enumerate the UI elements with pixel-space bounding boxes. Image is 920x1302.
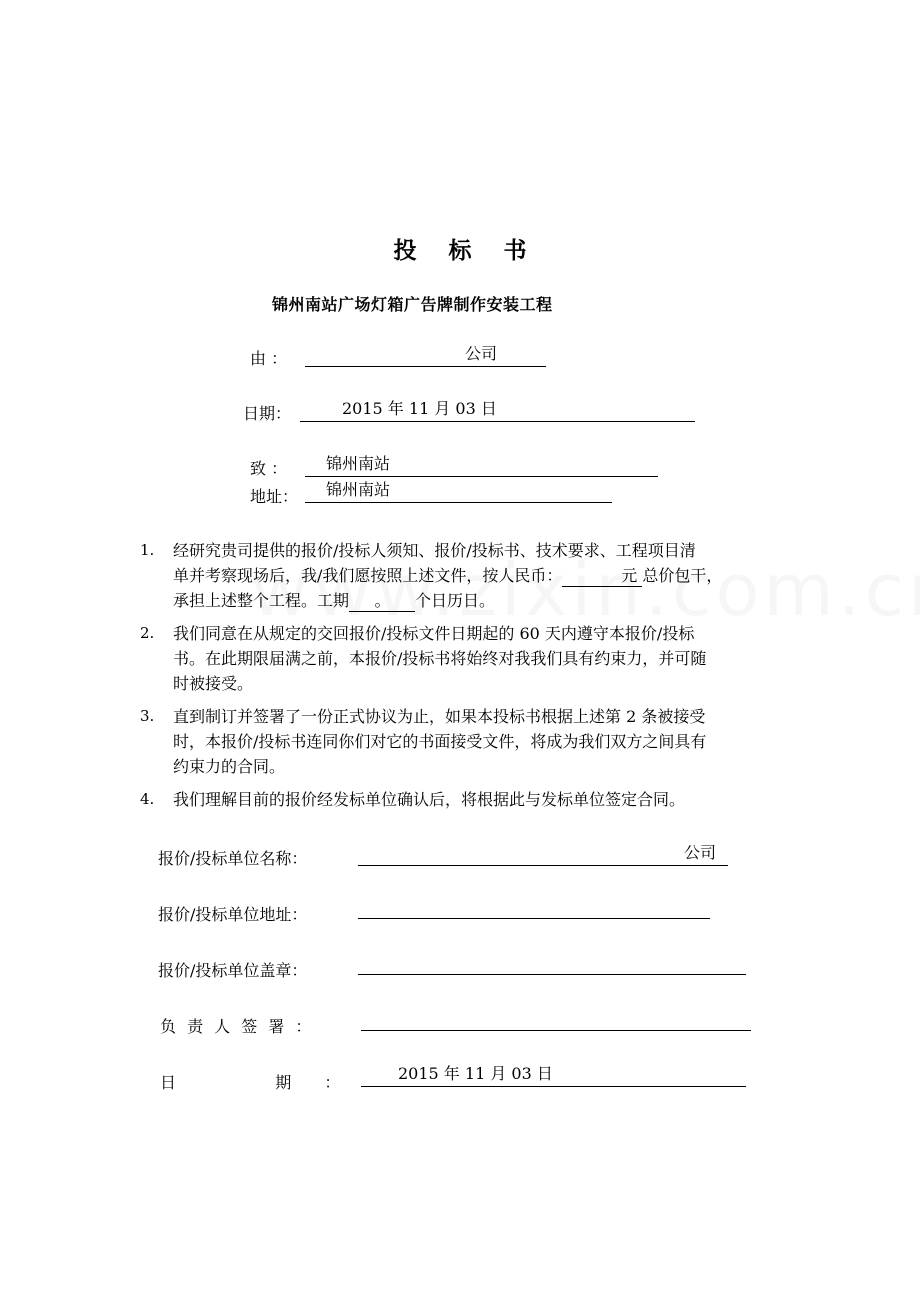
- period-mark: 。: [374, 591, 391, 610]
- period-blank: [349, 591, 415, 612]
- clause-4: [173, 787, 685, 812]
- document-title: [0, 232, 920, 265]
- clause-2: [173, 621, 706, 696]
- title-char: 投: [393, 237, 417, 264]
- item-number: 4.: [140, 790, 155, 808]
- clause-line: 时被接受。: [173, 674, 254, 693]
- bidder-address-field: [358, 896, 710, 919]
- clause-text: 总价包干，: [642, 566, 723, 585]
- clause-1: [173, 538, 722, 613]
- title-char: 标: [448, 237, 472, 264]
- sign-date-label: 日 期 ：: [160, 1073, 341, 1092]
- clause-line: [173, 563, 722, 588]
- clause-line: 经研究贵司提供的报价/投标人须知、报价/投标书、技术要求、工程项目清: [173, 541, 696, 560]
- sign-date-field: [361, 1064, 746, 1087]
- price-unit: 元: [621, 566, 638, 585]
- bidder-seal-field: [358, 952, 746, 975]
- clause-line: 我们同意在从规定的交回报价/投标文件日期起的 60 天内遵守本报价/投标: [173, 624, 695, 643]
- date-field: [300, 399, 695, 422]
- bidder-seal-label: 报价/投标单位盖章：: [158, 961, 308, 980]
- address-value: 锦州南站: [326, 480, 391, 499]
- from-value: 公司: [465, 344, 498, 363]
- item-number: 3.: [140, 707, 155, 725]
- to-value: 锦州南站: [326, 454, 391, 473]
- to-label: 致 ：: [250, 459, 288, 478]
- clause-line: 直到制订并签署了一份正式协议为止，如果本投标书根据上述第 2 条被接受: [173, 707, 706, 726]
- to-field: [305, 454, 658, 477]
- bidder-name-field: [358, 843, 728, 866]
- bidder-name-value: 公司: [684, 843, 717, 862]
- bidder-address-label: 报价/投标单位地址：: [158, 905, 308, 924]
- address-field: [305, 480, 612, 503]
- clause-line: [173, 588, 722, 613]
- clause-line: 约束力的合同。: [173, 757, 286, 776]
- signer-label: 负 责 人 签 署 ：: [160, 1017, 312, 1036]
- item-number: 2.: [140, 624, 155, 642]
- from-label: 由 ：: [250, 349, 288, 368]
- clause-text: 单并考察现场后，我/我们愿按照上述文件，按人民币：: [173, 566, 563, 585]
- address-label: 地址：: [250, 487, 299, 506]
- clause-line: 书。在此期限届满之前，本报价/投标书将始终对我我们具有约束力，并可随: [173, 649, 707, 668]
- clause-line: 时，本报价/投标书连同你们对它的书面接受文件，将成为我们双方之间具有: [173, 732, 707, 751]
- clause-3: [173, 704, 706, 779]
- item-number: 1.: [140, 541, 155, 559]
- bidder-name-label: 报价/投标单位名称：: [158, 849, 308, 868]
- date-label: 日期：: [243, 404, 292, 423]
- clause-line: 我们理解目前的报价经发标单位确认后，将根据此与发标单位签定合同。: [173, 790, 686, 809]
- price-blank: [562, 566, 642, 587]
- from-field: [305, 344, 546, 367]
- project-name: 锦州南站广场灯箱广告牌制作安装工程: [272, 295, 553, 314]
- clause-text: 承担上述整个工程。工期: [173, 591, 350, 610]
- signer-field: [361, 1008, 751, 1031]
- date-value: 2015 年 11 月 03 日: [342, 399, 497, 418]
- sign-date-value: 2015 年 11 月 03 日: [398, 1064, 553, 1083]
- title-char: 书: [503, 237, 527, 264]
- clause-text: 个日历日。: [415, 591, 496, 610]
